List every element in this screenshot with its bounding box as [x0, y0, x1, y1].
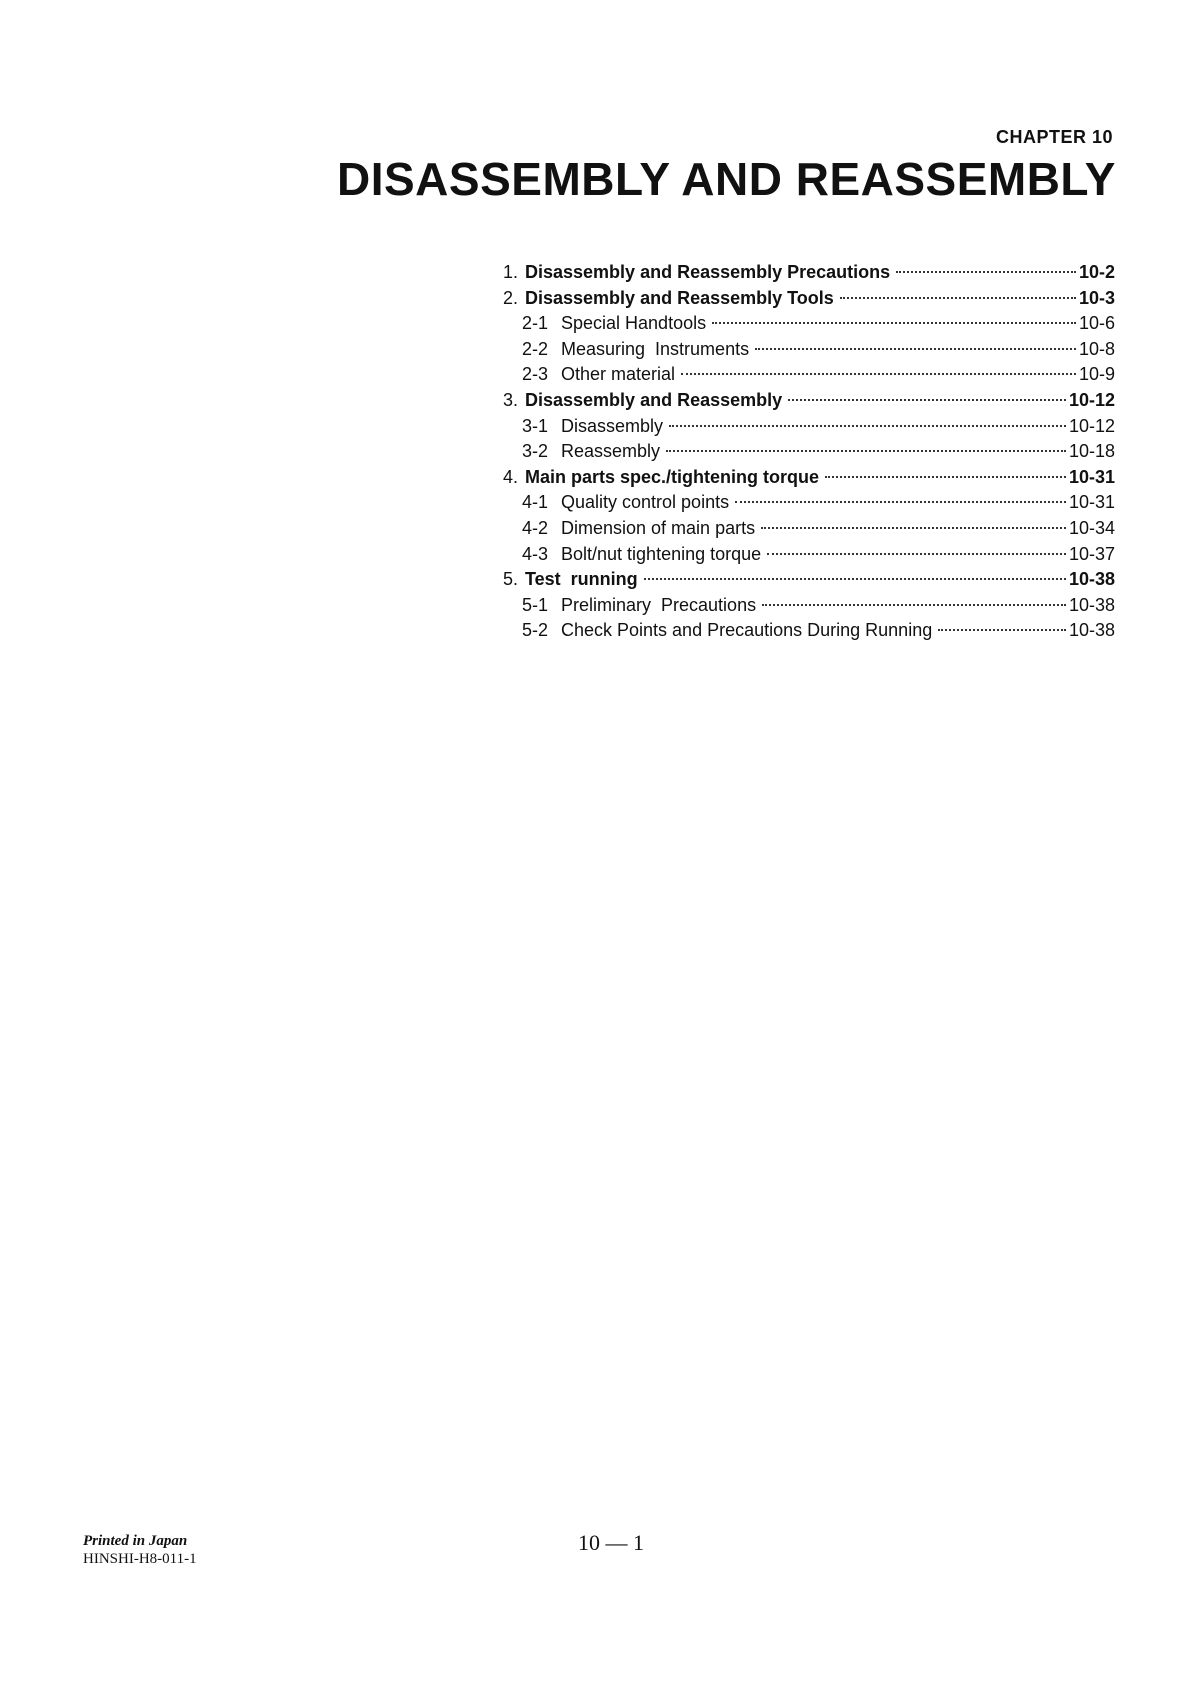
toc-dot-leader	[840, 297, 1076, 299]
toc-dot-leader	[938, 629, 1066, 631]
toc-entry-number: 5-1	[522, 594, 549, 615]
toc-dot-leader	[681, 373, 1076, 375]
toc-entry	[503, 313, 1115, 339]
toc-entry-page: 10-3	[1078, 287, 1115, 308]
toc-dot-leader	[712, 322, 1076, 324]
toc-entry-label: Disassembly	[561, 415, 664, 436]
toc-entry-number: 3.	[503, 389, 519, 410]
toc-entry-label: Dimension of main parts	[561, 517, 756, 538]
toc-dot-leader	[735, 501, 1066, 503]
toc-entry-page: 10-2	[1078, 262, 1115, 282]
toc-entry-number: 2-1	[522, 313, 549, 334]
toc-entry-number: 2-3	[522, 364, 549, 385]
toc-entry	[503, 416, 1115, 442]
toc-entry-label: Bolt/nut tightening torque	[561, 543, 762, 564]
toc-entry-label: Test running	[525, 569, 638, 590]
footer-imprint	[83, 1532, 197, 1568]
toc-dot-leader	[762, 604, 1066, 606]
toc-dot-leader	[761, 527, 1066, 529]
toc-entry-number: 4.	[503, 466, 519, 487]
printed-in-label: Printed in Japan	[83, 1533, 188, 1549]
toc-entry-page: 10-38	[1068, 620, 1115, 641]
toc-dot-leader	[666, 450, 1066, 452]
toc-dot-leader	[788, 399, 1066, 401]
toc-entry-number: 5.	[503, 569, 519, 590]
toc-entry-page: 10-38	[1068, 594, 1115, 615]
toc-entry-page: 10-34	[1068, 517, 1115, 538]
toc-entry-label: Measuring Instruments	[561, 338, 750, 359]
toc-entry-page: 10-8	[1078, 338, 1115, 359]
toc-entry	[503, 492, 1115, 518]
toc-entry-number: 3-1	[522, 415, 549, 436]
toc-entry	[503, 288, 1115, 314]
table-of-contents	[503, 262, 1115, 646]
toc-entry-label: Quality control points	[561, 492, 730, 513]
toc-entry-number: 4-2	[522, 517, 549, 538]
toc-entry-label: Preliminary Precautions	[561, 594, 757, 615]
toc-entry-page: 10-6	[1078, 313, 1115, 334]
toc-entry-number: 2-2	[522, 338, 549, 359]
toc-entry-number: 3-2	[522, 441, 549, 462]
toc-entry-page: 10-18	[1068, 441, 1115, 462]
toc-entry	[503, 390, 1115, 416]
toc-entry-page: 10-9	[1078, 364, 1115, 385]
toc-entry	[503, 441, 1115, 467]
toc-entry-page: 10-12	[1068, 415, 1115, 436]
chapter-label: CHAPTER 10	[995, 127, 1113, 147]
toc-entry-number: 2.	[503, 287, 519, 308]
toc-entry	[503, 518, 1115, 544]
toc-entry-label: Reassembly	[561, 441, 661, 462]
toc-entry-number: 5-2	[522, 620, 549, 641]
toc-entry-label: Disassembly and Reassembly	[525, 389, 783, 410]
toc-dot-leader	[755, 348, 1076, 350]
toc-entry-label: Main parts spec./tightening torque	[525, 466, 820, 487]
toc-entry-number: 4-1	[522, 492, 549, 513]
toc-dot-leader	[644, 578, 1066, 580]
toc-entry-page: 10-31	[1068, 492, 1115, 513]
toc-dot-leader	[767, 553, 1066, 555]
page-number: 10 — 1	[578, 1530, 644, 1555]
toc-entry	[503, 569, 1115, 595]
toc-entry-label: Other material	[561, 364, 676, 385]
toc-entry-label: Check Points and Precautions During Running	[561, 620, 933, 641]
document-code: HINSHI-H8-011-1	[83, 1551, 197, 1567]
toc-entry-label: Disassembly and Reassembly Tools	[525, 287, 834, 308]
toc-entry	[503, 364, 1115, 390]
toc-entry	[503, 339, 1115, 365]
toc-entry-page: 10-37	[1068, 543, 1115, 564]
toc-entry	[503, 620, 1115, 646]
toc-entry	[503, 467, 1115, 493]
toc-dot-leader	[825, 476, 1066, 478]
toc-entry-page: 10-12	[1068, 389, 1115, 410]
toc-dot-leader	[896, 271, 1076, 273]
toc-entry-label: Special Handtools	[561, 313, 707, 334]
toc-entry-number: 4-3	[522, 543, 549, 564]
toc-entry	[503, 262, 1115, 288]
toc-dot-leader	[669, 425, 1066, 427]
toc-entry-number: 1.	[503, 262, 519, 282]
toc-entry	[503, 544, 1115, 570]
toc-entry-page: 10-38	[1068, 569, 1115, 590]
toc-entry-label: Disassembly and Reassembly Precautions	[525, 262, 891, 282]
toc-entry	[503, 595, 1115, 621]
toc-entry-page: 10-31	[1068, 466, 1115, 487]
page-title: DISASSEMBLY AND REASSEMBLY	[337, 153, 1116, 205]
